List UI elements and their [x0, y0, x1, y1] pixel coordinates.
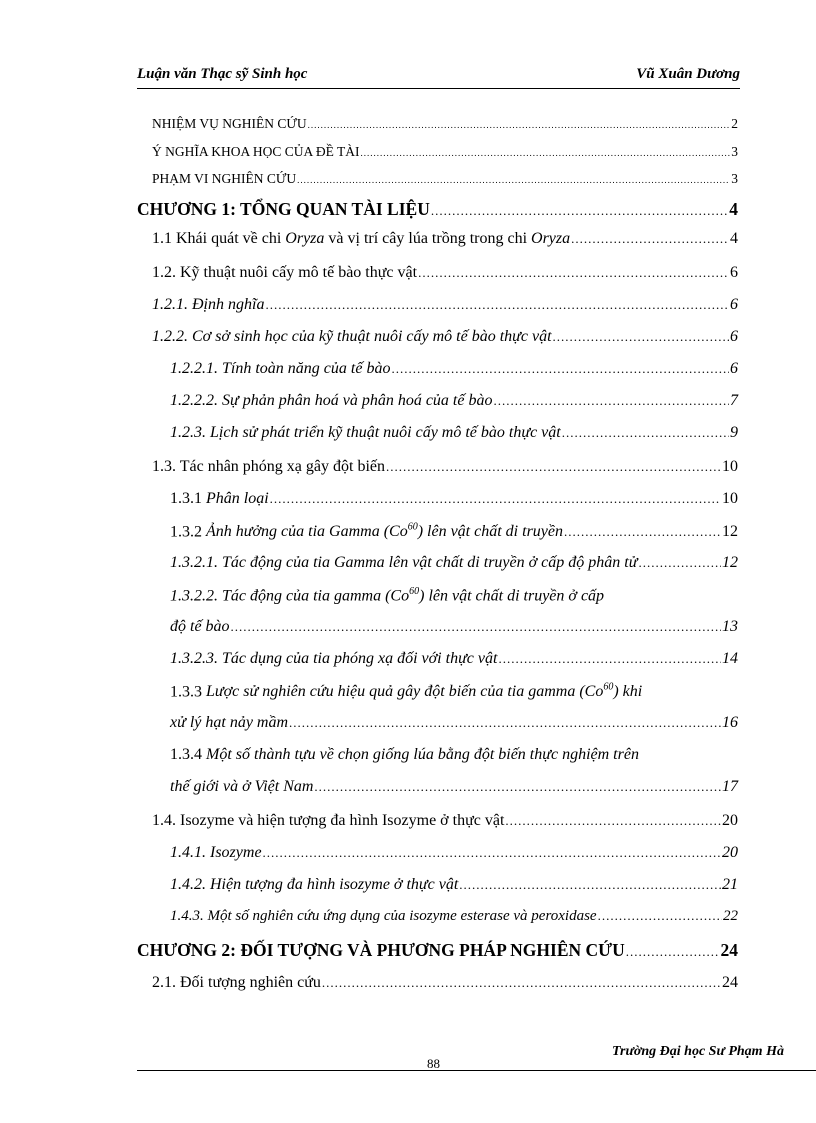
toc-page-number: 3: [731, 171, 738, 186]
toc-page-number: 24: [720, 940, 738, 960]
header-author: Vũ Xuân Dương: [636, 66, 740, 82]
toc-entry[interactable]: 1.2.3. Lịch sử phát triển kỹ thuật nuôi cấy mô tế bào thực vật ..... 9: [170, 424, 738, 442]
toc-page-number: 6: [730, 264, 738, 281]
toc-entry-multiline-first[interactable]: 1.3.4 Một số thành tựu về chọn giống lúa bằng đột biến thực nghiệm trên: [170, 746, 639, 763]
toc-entry[interactable]: 1.4.2. Hiện tượng đa hình isozyme ở thực vật ..... 21: [170, 876, 738, 894]
toc-page-number: 4: [729, 199, 738, 219]
toc-page-number: 20: [722, 844, 738, 861]
toc-page-number: 6: [730, 296, 738, 313]
toc-entry[interactable]: 1.4.3. Một số nghiên cứu ứng dụng của isozyme esterase và peroxidase ..... 22: [170, 908, 738, 925]
toc-entry[interactable]: 1.2. Kỹ thuật nuôi cấy mô tế bào thực vật ..... 6: [152, 264, 738, 282]
header-thesis-title: Luận văn Thạc sỹ Sinh học: [137, 66, 308, 82]
toc-entry[interactable]: PHẠM VI NGHIÊN CỨU ..... 3: [152, 171, 738, 187]
toc-page-number: 2: [731, 116, 738, 131]
toc-entry[interactable]: 1.3.2.1. Tác động của tia Gamma lên vật chất di truyền ở cấp độ phân tử ..... 12: [170, 554, 738, 572]
running-header: [137, 64, 740, 89]
toc-entry[interactable]: 1.2.2. Cơ sở sinh học của kỹ thuật nuôi cấy mô tế bào thực vật ..... 6: [152, 328, 738, 346]
toc-page-number: 6: [730, 328, 738, 345]
toc-chapter-entry[interactable]: CHƯƠNG 2: ĐỐI TƯỢNG VÀ PHƯƠNG PHÁP NGHIÊN CỨU ..... 24: [137, 940, 738, 961]
toc-entry[interactable]: 1.4.1. Isozyme ..... 20: [170, 844, 738, 862]
toc-entry[interactable]: xử lý hạt nảy mầm ..... 16: [170, 714, 738, 732]
toc-entry[interactable]: Ý NGHĨA KHOA HỌC CỦA ĐỀ TÀI ..... 3: [152, 144, 738, 160]
footer-school-name: Trường Đại học Sư Phạm Hà: [612, 1044, 784, 1059]
toc-page-number: 9: [730, 424, 738, 441]
toc-entry[interactable]: 1.3.2.3. Tác dụng của tia phóng xạ đối với thực vật ..... 14: [170, 650, 738, 668]
toc-page-number: 10: [722, 490, 738, 507]
toc-chapter-entry[interactable]: CHƯƠNG 1: TỔNG QUAN TÀI LIỆU ..... 4: [137, 199, 738, 220]
toc-page-number: 6: [730, 360, 738, 377]
toc-page-number: 3: [731, 144, 738, 159]
toc-page-number: 7: [730, 392, 738, 409]
toc-entry[interactable]: 2.1. Đối tượng nghiên cứu ..... 24: [152, 974, 738, 992]
toc-entry[interactable]: 1.2.2.2. Sự phản phân hoá và phân hoá của tế bào ..... 7: [170, 392, 738, 410]
toc-page-number: 16: [722, 714, 738, 731]
toc-page-number: 14: [722, 650, 738, 667]
toc-entry[interactable]: 1.2.2.1. Tính toàn năng của tế bào ..... 6: [170, 360, 738, 378]
page-number: 88: [427, 1056, 440, 1071]
toc-entry[interactable]: 1.3.1 Phân loại ..... 10: [170, 490, 738, 508]
toc-entry[interactable]: 1.2.1. Định nghĩa ..... 6: [152, 296, 738, 314]
toc-page-number: 12: [722, 523, 738, 541]
toc-entry[interactable]: 1.3.2 Ảnh hưởng của tia Gamma (Co$^{60}$) lên vật chất di truyền ..... 12: [170, 522, 738, 541]
toc-page-number: 24: [722, 974, 738, 991]
toc-entry[interactable]: 1.3. Tác nhân phóng xạ gây đột biến ..... 10: [152, 458, 738, 476]
toc-entry[interactable]: 1.1 Khái quát về chi Oryza và vị trí cây lúa trồng trong chi Oryza ..... 4: [152, 230, 738, 248]
toc-entry[interactable]: 1.4. Isozyme và hiện tượng đa hình Isozyme ở thực vật ..... 20: [152, 812, 738, 830]
toc-page-number: 4: [730, 230, 738, 247]
footer-rule: [137, 1070, 816, 1071]
toc-entry[interactable]: độ tế bào ..... 13: [170, 618, 738, 636]
toc-entry[interactable]: thế giới và ở Việt Nam ..... 17: [170, 778, 738, 796]
toc-entry[interactable]: NHIỆM VỤ NGHIÊN CỨU ..... 2: [152, 116, 738, 132]
toc-page-number: 21: [722, 876, 738, 893]
toc-page-number: 10: [722, 458, 738, 475]
toc-page-number: 17: [722, 778, 738, 795]
toc-entry-multiline-first[interactable]: 1.3.3 Lược sử nghiên cứu hiệu quả gây đột biến của tia gamma (Co$^{60}$) khi: [170, 682, 643, 701]
toc-entry-multiline-first[interactable]: 1.3.2.2. Tác động của tia gamma (Co$^{60}$) lên vật chất di truyền ở cấp: [170, 586, 605, 605]
toc-page-number: 20: [722, 812, 738, 829]
toc-page-number: 12: [722, 554, 738, 571]
toc-page-number: 22: [723, 908, 738, 924]
toc-page-number: 13: [722, 618, 738, 635]
